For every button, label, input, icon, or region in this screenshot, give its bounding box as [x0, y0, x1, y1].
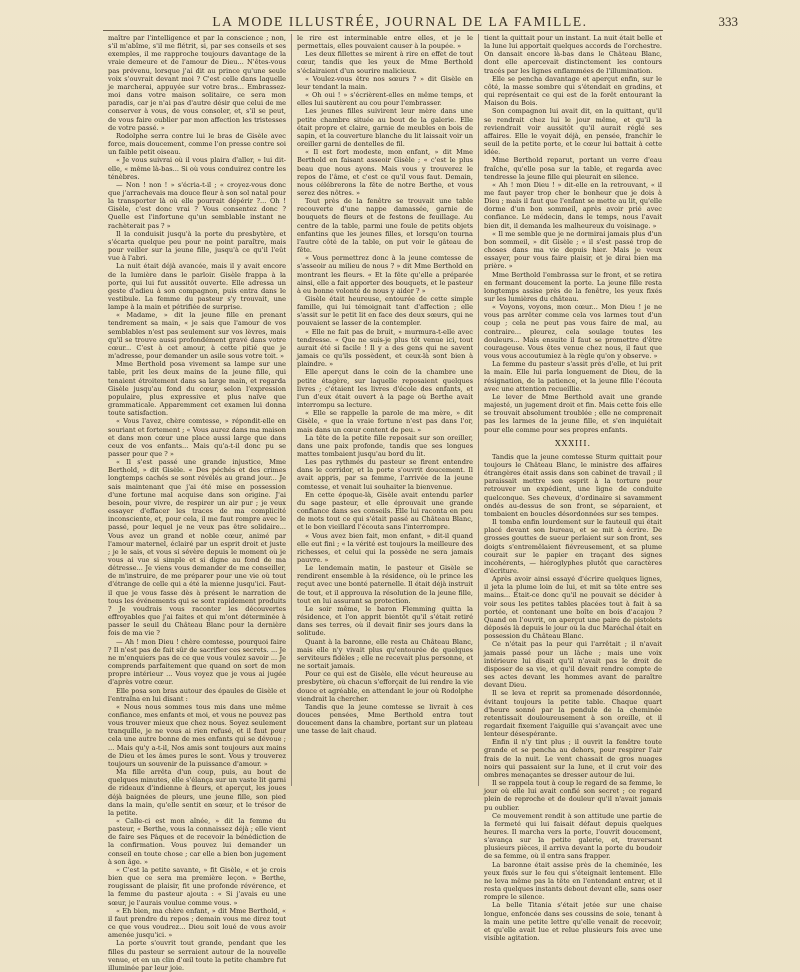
paragraph: Enfin il n'y tint plus ; il ouvrit la fenêtre toute grande et se pencha au dehors, pour respirer l'air frais de la nuit. Le vent chassait de gros nuages noirs qui passaient sur la lune, et il crut voir des ombres menaçantes se dresser autour de lui.	[484, 738, 662, 779]
paragraph: Ce mouvement rendit à son attitude une partie de la fermeté qui lui faisait défaut depuis quelques heures. Il marcha vers la porte, l'ouvrit doucement, s'avança sur la petite galerie, et, traversant plusieurs pièces, il arriva devant la porte du boudoir de sa femme, où il entra sans frapper.	[484, 811, 662, 861]
paragraph: « Il s'est passé une grande injustice, Mme Berthold, » dit Gisèle. « Des péchés et des crimes longtemps cachés se sont révélés au grand jour... Je sais maintenant que j'ai été mise en possession d'une fortune mal acquise dans son origine. J'ai besoin, pour vivre, de respirer un air pur ; je veux essayer d'effacer les traces de ma complicité inconsciente, et, pour cela, il me faut rompre avec le passé, pour lequel je ne veux pas être solidaire... Vous avez un grand et noble cœur, animé par l'amour maternel, éclairé par un esprit droit et juste ; je le sais, et vous si sévère depuis le moment où je vous ai vue si simple et si digne au fond de ma détresse... Je viens vous demander de me conseiller, de m'instruire, de me préparer pour une vie où tout d'étrange de celle qui a été la mienne jusqu'ici. Faut-il que je vous fasse dès à présent le narration de tous les événements qui se sont rapidement produits ? Je voudrais vous raconter les découvertes effroyables que j'ai faites et qui m'ont déterminée à passer le seuil du Château Blanc pour la dernière fois de ma vie ?	[108, 458, 286, 638]
paragraph: Rodolphe serra contre lui le bras de Gisèle avec force, mais doucement, comme l'on presse contre soi un faible petit oiseau.	[108, 131, 287, 157]
paragraph: La belle Titania s'était jetée sur une chaise longue, enfoncée dans ses coussins de soie, tenant à la main une petite lettre qu'elle venait de recevoir, et qu'elle avait lue et relue plusieurs fois avec une visible agitation.	[484, 901, 662, 943]
paragraph: Il la conduisit jusqu'à la porte du presbytère, et s'écarta quelque peu pour ne point paraître, mais pour veiller sur la jeune fille, jusqu'à ce qu'il l'eût vue à l'abri.	[108, 229, 286, 263]
paragraph: — Non ! non ! » s'écria-t-il ; « croyez-vous donc que j'arrachevais ma douce fleur à son sol natal pour la transporter là où elle pourrait dépérir ?... Oh ! Gisèle, c'est donc vrai ? Vous consentez donc ? Quelle est l'infortune qu'un semblable instant ne rachèterait pas ? »	[108, 180, 286, 230]
paragraph: Tandis que la jeune comtesse Sturm quittait pour toujours le Château Blanc, le ministre des affaires étrangères était assis dans son cabinet de travail ; il paraissait mettre son esprit à la torture pour retrouver un expédient, une ligne de conduite quelconque. Ses cheveux, d'ordinaire si savamment ondés au-dessus de son front, se séparaient, et tombaient en boucles désordonnées sur ses tempes.	[484, 452, 662, 518]
paragraph: « Madame, » dit la jeune fille en prenant tendrement sa main, « je sais que l'amour de vos semblables n'est pas seulement sur vos lèvres, mais qu'il se trouve aussi profondément gravé dans votre cœur... C'est à cet amour, à cette pitié que je m'adresse, pour demander un asile sous votre toit. »	[108, 311, 286, 361]
paragraph: « Oh oui ! » s'écrièrent-elles en même temps, et elles lui sautèrent au cou pour l'embrasser.	[297, 91, 473, 108]
chapter-heading: XXXIII.	[554, 438, 592, 448]
paragraph: « Vous permettrez donc à la jeune comtesse de s'asseoir au milieu de nous ? » dit Mme Berthold en montrant les fleurs. « Et la fête qu'elle a préparée ainsi, elle a fait apporter des bouquets, et le pasteur à eu bonne volonté de nous y aider ? »	[297, 254, 473, 295]
page-number: 333	[718, 14, 738, 29]
paragraph: La femme du pasteur s'assit près d'elle, et lui prit la main. Elle lui parla longuement de Dieu, de la résignation, de la patience, et la jeune fille l'écouta avec une attention recueillie.	[484, 360, 662, 393]
paragraph: La nuit était déjà avancée, mais il y avait encore de la lumière dans le parloir. Gisèle frappa à la porte, qui lui fut aussitôt ouverte. Elle adressa un geste d'adieu à son compagnon, puis entra dans le vestibule. La femme du pasteur s'y trouvait, une lampe à la main et pétrifiée de surprise.	[108, 262, 286, 312]
paragraph: En cette époque-là, Gisèle avait entendu parler du sage pasteur, et elle éprouvait une grande confiance dans ses conseils. Elle lui raconta en peu de mots tout ce qui s'était passé au Château Blanc, et le bon vieillard l'écouta sans l'interrompre.	[297, 490, 473, 532]
column-1	[103, 34, 291, 972]
paragraph: Il se rappela tout à coup le regard de sa femme, le jour où elle lui avait confié son secret ; ce regard plein de reproche et de douleur qu'il n'avait jamais pu oublier.	[484, 779, 662, 812]
paragraph: Elle posa son bras autour des épaules de Gisèle et l'entraîna en lui disant :	[108, 686, 286, 703]
paragraph: Il se leva et reprit sa promenade désordonnée, évitant toujours la petite table. Chaque quart d'heure sonné par la pendule de la cheminée retentissait douloureusement à son oreille, et il regardait fixement l'aiguille qui s'avançait avec une lenteur désespérante.	[484, 689, 662, 739]
paragraph: Le lendemain matin, le pasteur et Gisèle se rendirent ensemble à la résidence, où le prince les reçut avec une bonté paternelle. Il était déjà instruit de tout, et il approuva la résolution de la jeune fille, tout en lui assurant sa protection.	[297, 564, 473, 605]
paragraph: Mme Berthold reparut, portant un verre d'eau fraîche, qu'elle posa sur la table, et regarda avec tendresse la jeune fille qui pleurait en silence.	[484, 156, 662, 181]
running-head-title: LA MODE ILLUSTRÉE, JOURNAL DE LA FAMILLE.	[212, 14, 588, 29]
paragraph: Mme Berthold posa vivement sa lampe sur une table, prit les deux mains de la jeune fille, qui tenaient étroitement dans sa large main, et regarda Gisèle jusqu'au fond du cœur, selon l'expression populaire, plus expressive et plus naïve que grammaticale. Apparemment cet examen lui donna toute satisfaction.	[108, 360, 286, 418]
paragraph: Ma fille arrêta d'un coup, puis, au bout de quelques minutes, elle s'élança sur un vaste lit garni de rideaux d'indienne à fleurs, et aperçut, les joues déjà baignées de pleurs, une jeune fille, son pied dans la main, qu'elle sentit en sœur, et le trésor de la petite.	[108, 768, 286, 817]
paragraph: Le lever de Mme Berthold avait une grande majesté, un jugement droit et fin. Mais cette fois elle se trouvait absolument troublée ; elle ne comprenait pas les larmes de la jeune fille, et s'en inquiétait pour elle comme pour ses propres enfants.	[484, 392, 662, 434]
paragraph: « Vous l'avez, chère comtesse, » répondit-elle en souriant et fortement ; « Vous aurez dans ma maison et dans mon cœur une place aussi large que dans ceux de vos enfants... Mais qu'a-t-il donc pu se passer pour que ? »	[108, 417, 286, 458]
paragraph: « Calle-ci est mon aînée, » dit la femme du pasteur, « Berthe, vous la connaissez déjà ; elle vient de faire ses Pâques et de recevoir la bénédiction de la confirmation. Vous pouvez lui demander un conseil en toute chose ; car elle a bien bon jugement à son âge. »	[108, 817, 286, 866]
paragraph: le rire est interminable entre elles, et je le permettais, elles pouvaient causer à la poupée. »	[297, 34, 473, 51]
paragraph: Ce n'était pas la peur qui l'arrêtait ; il n'avait jamais passé pour un lâche ; mais une voix intérieure lui disait qu'il n'avait pas le droit de disposer de sa vie, et qu'il devait rendre compte de ses actes devant les hommes avant de paraître devant Dieu.	[484, 640, 662, 690]
paragraph: Tandis que la jeune comtesse se livrait à ces douces pensées, Mme Berthold entra tout doucement dans la chambre, portant sur un plateau une tasse de lait chaud.	[297, 702, 473, 736]
paragraph: « Elle ne fait pas de bruit, » murmura-t-elle avec tendresse. « Que ne suis-je plus tôt venue ici, tout aurait été si facile ! Il y a des gens qui ne savent jamais ce qu'ils possèdent, et ceux-là sont bien à plaindre. »	[297, 327, 473, 369]
paragraph: « Vous avez bien fait, mon enfant, » dit-il quand elle eut fini ; « la vérité est toujours la meilleure des richesses, et celui qui la possède ne sera jamais pauvre. »	[297, 531, 473, 564]
paragraph: Les pas rythmés du pasteur se firent entendre dans le corridor, et la porte s'ouvrit doucement. Il avait appris, par sa femme, l'arrivée de la jeune comtesse, et venait lui souhaiter la bienvenue.	[297, 458, 473, 491]
paragraph: « Elle se rappelle la parole de ma mère, » dit Gisèle, « que la vraie fortune n'est pas dans l'or, mais dans un cœur content de peu. »	[297, 409, 473, 434]
paragraph: Elle aperçut dans le coin de la chambre une petite étagère, sur laquelle reposaient quelques livres ; c'étaient les livres d'école des enfants, et l'un d'eux était ouvert à la page où Berthe avait interrompu sa lecture.	[297, 368, 473, 410]
paragraph: « Nous nous sommes tous mis dans une même confiance, mes enfants et moi, et vous ne pouvez pas vous trouver mieux que chez nous. Soyez seulement tranquille, je ne vous ai rien refusé, et il faut pour cela une autre bonne de mes enfants qui se dévoue ; ... Mais qu'y a-t-il, Nos amis sont toujours aux mains de Dieu et les âmes pures le sont. Vous y trouverez toujours un souvenir de la puissance d'amour. »	[108, 702, 286, 768]
paragraph: « Voyons, voyons, mon cœur... Mon Dieu ! je ne vous pas arrêter comme cela vos larmes tout d'un coup ; cela ne peut pas vous faire de mal, au contraire... pleurez, cela soulage toutes les douleurs... Mais ensuite il faut se promettre d'être courageuse. Vous êtes venue chez nous, il faut que vous vous accoutumiez à la règle qu'on y observe. »	[484, 303, 662, 361]
paragraph: La baronne était assise près de la cheminée, les yeux fixés sur le feu qui s'éteignait lentement. Elle ne leva même pas la tête en l'entendant entrer, et il resta quelques instants debout devant elle, sans oser rompre le silence.	[484, 860, 662, 902]
paragraph: Gisèle était heureuse, entourée de cette simple famille, qui lui témoignait tant d'affection ; elle s'assit sur le petit lit en face des deux sœurs, qui ne pouvaient se lasser de la contempler.	[297, 295, 473, 328]
paragraph: Après avoir ainsi essayé d'écrire quelques lignes, il jeta la plume loin de lui, et mit sa tête entre ses mains... Était-ce donc qu'il ne pouvait se décider à voir sous les petites tables placées tout à fait à sa portée, et contenant une boîte en bois d'acajou ? Quand on l'ouvrit, on aperçut une paire de pistolets déposés là depuis le jour où la duc Maréchal était en possession du Château Blanc.	[484, 575, 662, 641]
paragraph: Quant à la baronne, elle resta au Château Blanc, mais elle n'y vivait plus qu'entourée de quelques serviteurs fidèles ; elle ne recevait plus personne, et ne sortait jamais.	[297, 637, 473, 671]
paragraph: La tête de la petite fille reposait sur son oreiller, dans une paix profonde, tandis que ses longues mattes tombaient jusqu'au bord du lit.	[297, 433, 473, 458]
paragraph: Tout près de la fenêtre se trouvait une table recouverte d'une nappe damassée, garnie de bouquets de fleurs et de festons de feuillage. Au centre de la table, parmi une foule de petits objets enfantins que les jeunes filles, et lorsqu'on tourna l'autre côté de la table, on put voir le gâteau de fête.	[297, 197, 473, 255]
paragraph: Pour ce qui est de Gisèle, elle vécut heureuse au presbytère, où chacun s'efforçait de lui rendre la vie douce et agréable, en attendant le jour où Rodolphe viendrait la chercher.	[297, 670, 473, 703]
paragraph: tient la quittait pour un instant. La nuit était belle et la lune lui apportait quelques accords de l'orchestre. On dansait encore là-bas dans le Château Blanc, dont elle apercevait distinctement les contours tracés par les lignes enflammées de l'illumination.	[484, 34, 662, 75]
paragraph: Les deux fillettes se mirent à rire en effet de tout cœur, tandis que les yeux de Mme Berthold s'éclairaient d'un sourire malicieux.	[297, 50, 473, 75]
column-2	[291, 34, 479, 786]
paragraph: — Ah ! mon Dieu ! chère comtesse, pourquoi faire ? Il n'est pas de fait sûr de sacrifier ces secrets. ... Je ne m'enquiers pas de ce que vous voulez savoir ... Je comprends parfaitement que quand on sort de mon propre intérieur ... Vous voyez que je vous ai jugée d'après votre cœur.	[108, 637, 286, 687]
paragraph: « C'est la petite savante, » fit Gisèle, « et je crois bien que ce sera ma première leçon. » Berthe, rougissant de plaisir, fit une profonde révérence, et la femme du pasteur ajouta : « Si j'avais eu une sœur, je l'aurais voulue comme vous. »	[108, 865, 286, 907]
paragraph: Le soir même, le baron Flemming quitta la résidence, et l'on apprit bientôt qu'il s'était retiré dans ses terres, où il devait finir ses jours dans la solitude.	[297, 604, 473, 638]
paragraph: « Voulez-vous être nos sœurs ? » dit Gisèle en leur tendant la main.	[297, 74, 473, 91]
paragraph: Mme Berthold l'embrassa sur le front, et se retira en fermant doucement la porte. La jeune fille resta longtemps assise près de la fenêtre, les yeux fixés sur les lumières du château.	[484, 270, 662, 303]
paragraph: Elle se pencha davantage et aperçut enfin, sur le côté, la masse sombre qui s'étendait en gradins, et qui représentait ce qui est de la forêt entourant la Maison du Bois.	[484, 74, 662, 108]
paragraph: « Il est fort modeste, mon enfant, » dit Mme Berthold en faisant asseoir Gisèle ; « c'est le plus beau que nous ayons. Mais vous y trouverez le repos de l'âme, et c'est ce qu'il vous faut. Demain, nous célébrerons la fête de notre Berthe, et vous serez des nôtres. »	[297, 148, 473, 197]
paragraph: La porte s'ouvrit tout grande, pendant que les filles du pasteur se serraient autour de la nouvelle venue, et en un clin d'œil toute la petite chambre fut illuminée par leur joie.	[108, 939, 286, 972]
paragraph: « Ah ! mon Dieu ! » dit-elle en la retrouvant, « il me faut payer trop cher le bonheur que je dois à Dieu ; mais il faut que l'enfant se mette au lit, qu'elle dorme d'un bon sommeil, après avoir prié avec confiance. Le médecin, dans le temps, nous l'avait bien dit, il demanda les malheureux du voisinage. »	[484, 180, 662, 230]
paragraph: Les jeunes filles suivirent leur mère dans une petite chambre située au bout de la galerie. Elle était propre et claire, garnie de meubles en bois de sapin, et la couverture blanche du lit laissait voir un oreiller garni de dentelles de fil.	[297, 107, 473, 149]
paragraph: Il tomba enfin lourdement sur le fauteuil qui était placé devant son bureau, et se mit à écrire. De grosses gouttes de sueur perlaient sur son front, ses doigts s'entremêlaient fiévreusement, et sa plume courait sur le papier en traçant des signes incohérents, — hiéroglyphes plutôt que caractères d'écriture.	[484, 518, 662, 575]
column-3	[479, 34, 667, 943]
paragraph: maître par l'intelligence et par la conscience ; non, s'il m'abîme, s'il me flétrit, si, par ses conseils et ses exemples, il me rapproche toujours davantage de la vraie demeure et de l'amour de Dieu... N'êtes-vous pas prévenu, lorsque j'ai dit au prince qu'une seule voix s'ouvrait devant moi ? C'est celle dans laquelle je marcherai, appuyée sur votre bras... Embrassez-moi dans votre maison solitaire, ce sera mon paradis, car je n'ai pas d'autre désir que celui de me conserver à vous, de vous consoler, et, s'il se peut, de vous faire oublier par mon affection les tristesses de votre passé. »	[108, 34, 286, 132]
paragraph: « Je vous suivrai où il vous plaira d'aller, » lui dit-elle, « même là-bas... Si où vous conduirez contre les ténèbres.	[108, 156, 286, 181]
paragraph: Son compagnon lui avait dit, en la quittant, qu'il se rendrait chez lui le jour même, et qu'il la reviendrait voir aussitôt qu'il aurait réglé ses affaires. Elle le voyait déjà, en pensée, franchir le seuil de la petite porte, et le cœur lui battait à cette idée.	[484, 107, 662, 157]
header-rule	[103, 30, 663, 31]
paragraph: « Eh bien, ma chère enfant, » dit Mme Berthold, « il faut prendre du repos ; demain vous me direz tout ce que vous voudrez... Dieu soit loué de vous avoir amenée jusqu'ici. »	[108, 906, 286, 940]
paragraph: « Il me semble que je ne dormirai jamais plus d'un bon sommeil, » dit Gisèle ; « il s'est passé trop de choses dans ma vie depuis hier. Mais je veux essayer, pour vous faire plaisir, et je dirai bien ma prière. »	[484, 229, 662, 271]
text-columns	[103, 34, 668, 972]
